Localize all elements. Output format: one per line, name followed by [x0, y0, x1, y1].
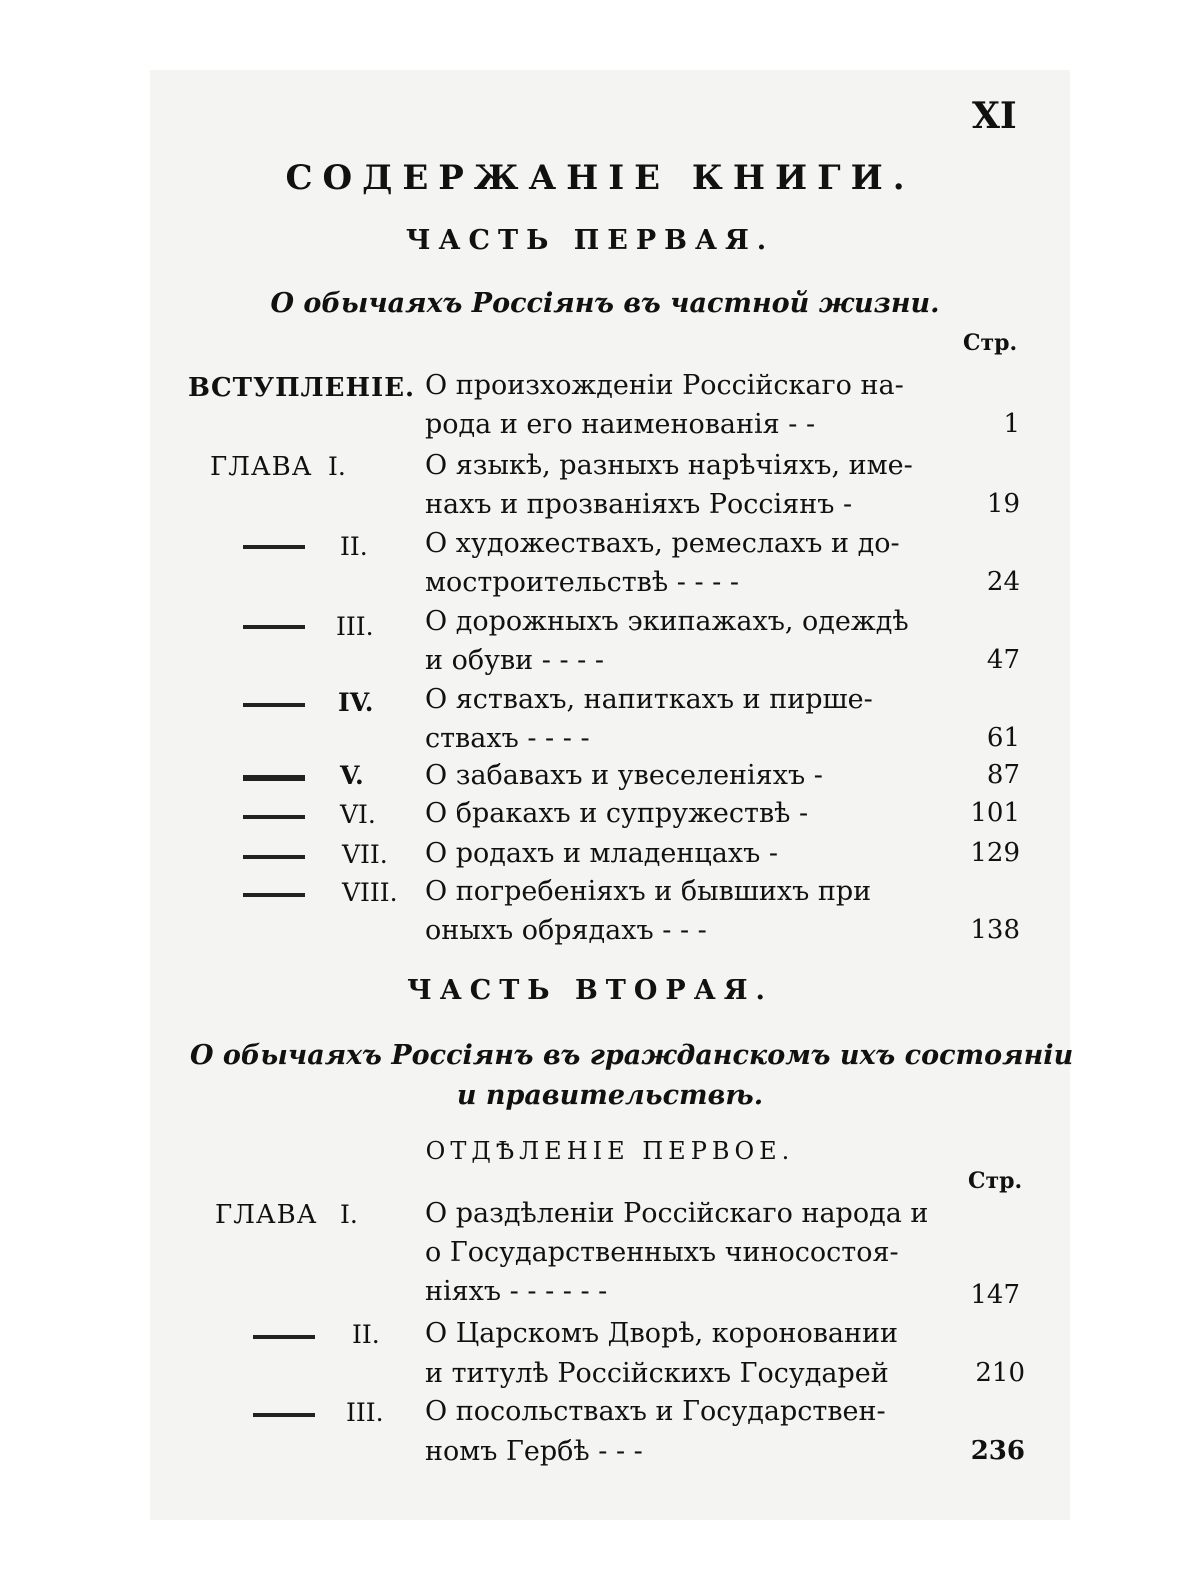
toc-entry-line: оныхъ обрядахъ - - - [425, 915, 707, 946]
part-two-subtitle-cont: и правительствѣ. [456, 1080, 764, 1111]
toc-chapter-number: III. [346, 1398, 384, 1427]
toc-entry-line: и обуви - - - - [425, 645, 604, 676]
toc-page-number: 24 [986, 567, 1020, 597]
toc-label-intro: ВСТУПЛЕНІЕ. [188, 373, 416, 403]
part-two-subtitle: О обычаяхъ Россіянъ въ гражданскомъ ихъ состояніи [190, 1040, 1074, 1071]
toc-page-number: 61 [986, 723, 1020, 753]
ditto-dash [243, 815, 305, 819]
ditto-dash [243, 855, 305, 859]
toc-chapter-number: I. [340, 1200, 358, 1229]
toc-entry-line: О раздѣленіи Россійскаго народа и [425, 1198, 929, 1229]
toc-page-number: 138 [970, 915, 1020, 945]
ditto-dash [243, 893, 305, 897]
toc-entry-line: нахъ и прозваніяхъ Россіянъ - [425, 489, 853, 520]
toc-chapter-number: III. [336, 612, 374, 641]
toc-entry-line: и титулѣ Россійскихъ Государей [425, 1358, 889, 1389]
toc-entry-line: О забавахъ и увеселеніяхъ - [425, 760, 823, 791]
toc-entry-line: О бракахъ и супружествѣ - [425, 798, 809, 829]
toc-page-number: 147 [970, 1280, 1020, 1310]
toc-entry-line: О произхожденіи Россійскаго на- [425, 370, 904, 401]
ditto-dash [253, 1335, 315, 1339]
toc-entry-line: О посольствахъ и Государствен- [425, 1396, 886, 1427]
toc-entry-line: О яствахъ, напиткахъ и пирше- [425, 684, 873, 715]
toc-chapter-number: V. [340, 761, 364, 790]
ditto-dash [253, 1413, 315, 1417]
toc-entry-line: О дорожныхъ экипажахъ, одеждѣ [425, 606, 909, 637]
toc-entry-line: о Государственныхъ чиносостоя- [425, 1237, 899, 1268]
toc-entry-line: мостроительствѣ - - - - [425, 567, 739, 598]
toc-chapter-number: VI. [340, 800, 376, 829]
toc-chapter-number: VII. [342, 840, 388, 869]
toc-chapter-number: II. [352, 1320, 380, 1349]
ditto-dash [243, 625, 305, 629]
book-contents-title: СОДЕРЖАНІЕ КНИГИ. [285, 158, 915, 198]
toc-page-number: 236 [970, 1436, 1025, 1466]
part-two-heading: ЧАСТЬ ВТОРАЯ. [407, 975, 773, 1006]
toc-entry-line: О художествахъ, ремеслахъ и до- [425, 528, 900, 559]
toc-page-number: 19 [986, 489, 1020, 519]
toc-label-chapter: ГЛАВА [215, 1200, 318, 1230]
section-heading: ОТДѢЛЕНІЕ ПЕРВОЕ. [425, 1137, 795, 1165]
ditto-dash [243, 545, 305, 549]
toc-chapter-number: II. [340, 532, 368, 561]
toc-entry-line: ніяхъ - - - - - - [425, 1276, 608, 1307]
part-one-heading: ЧАСТЬ ПЕРВАЯ. [405, 225, 775, 256]
toc-page-number: 47 [986, 645, 1020, 675]
page-column-label: Стр. [963, 330, 1018, 356]
toc-page-number: 129 [970, 838, 1020, 868]
toc-entry-line: О языкѣ, разныхъ нарѣчіяхъ, име- [425, 450, 913, 481]
toc-entry-line: О погребеніяхъ и бывшихъ при [425, 876, 872, 907]
ditto-dash [243, 703, 305, 707]
toc-entry-line: О Царскомъ Дворѣ, короновании [425, 1318, 899, 1349]
page-number: XI [972, 95, 1017, 137]
toc-page-number: 1 [1003, 409, 1020, 439]
part-one-subtitle: О обычаяхъ Россіянъ въ частной жизни. [270, 288, 940, 319]
page-column-label: Стр. [968, 1168, 1023, 1194]
toc-page-number: 87 [986, 760, 1020, 790]
toc-page-number: 210 [975, 1358, 1025, 1388]
toc-entry-line: номъ Гербѣ - - - [425, 1436, 643, 1467]
toc-chapter-number: VIII. [342, 878, 398, 907]
toc-entry-line: ствахъ - - - - [425, 723, 590, 754]
toc-label-chapter: ГЛАВА [210, 452, 313, 482]
ditto-dash [243, 775, 305, 781]
toc-entry-line: О родахъ и младенцахъ - [425, 838, 778, 869]
toc-page-number: 101 [970, 798, 1020, 828]
toc-chapter-number: IV. [338, 688, 374, 717]
toc-entry-line: рода и его наименованія - - [425, 409, 816, 440]
toc-chapter-number: I. [328, 452, 346, 481]
